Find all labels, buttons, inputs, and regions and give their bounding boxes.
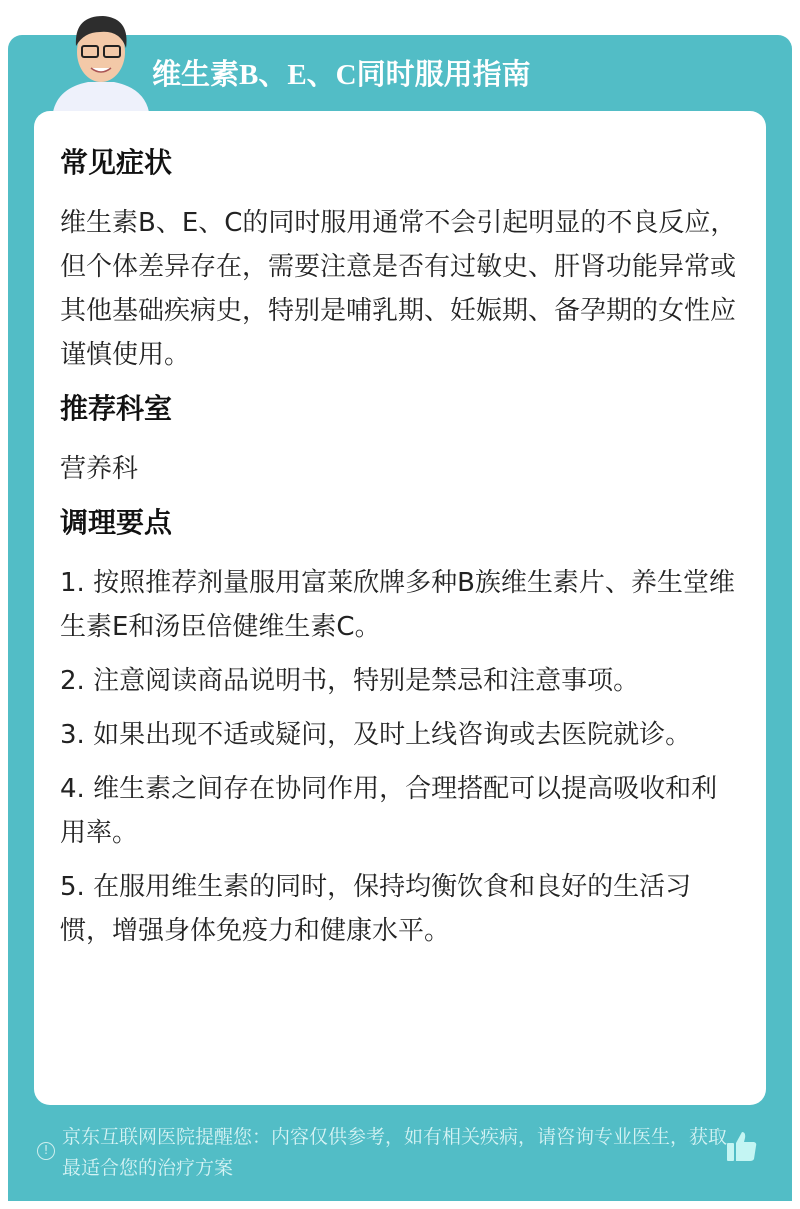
- tip-item: 4. 维生素之间存在协同作用，合理搭配可以提高吸收和利用率。: [60, 774, 718, 848]
- tip-item: 5. 在服用维生素的同时，保持均衡饮食和良好的生活习惯，增强身体免疫力和健康水平。: [60, 872, 692, 946]
- tip-item: 1. 按照推荐剂量服用富莱欣牌多种B族维生素片、养生堂维生素E和汤臣倍健维生素C。: [60, 568, 735, 642]
- symptoms-text: 维生素B、E、C的同时服用通常不会引起明显的不良反应，但个体差异存在，需要注意是否有过敏史、肝肾功能异常或其他基础疾病史，特别是哺乳期、妊娠期、备孕期的女性应谨慎使用。: [60, 208, 737, 370]
- info-icon: !: [37, 1142, 55, 1160]
- tip-item: 2. 注意阅读商品说明书，特别是禁忌和注意事项。: [60, 666, 640, 696]
- tip-item: 3. 如果出现不适或疑问，及时上线咨询或去医院就诊。: [60, 720, 692, 750]
- page-title: 维生素B、E、C同时服用指南: [152, 59, 531, 91]
- section-heading-symptoms: 常见症状: [60, 146, 173, 179]
- department-text: 营养科: [60, 454, 139, 484]
- section-heading-department: 推荐科室: [60, 392, 173, 425]
- section-heading-tips: 调理要点: [60, 506, 173, 539]
- thumbs-up-icon[interactable]: [726, 1130, 758, 1162]
- doctor-avatar: [48, 8, 154, 112]
- disclaimer-text: 京东互联网医院提醒您：内容仅供参考，如有相关疾病，请咨询专业医生，获取最适合您的治疗方案: [62, 1126, 728, 1179]
- content-card: [34, 111, 766, 1105]
